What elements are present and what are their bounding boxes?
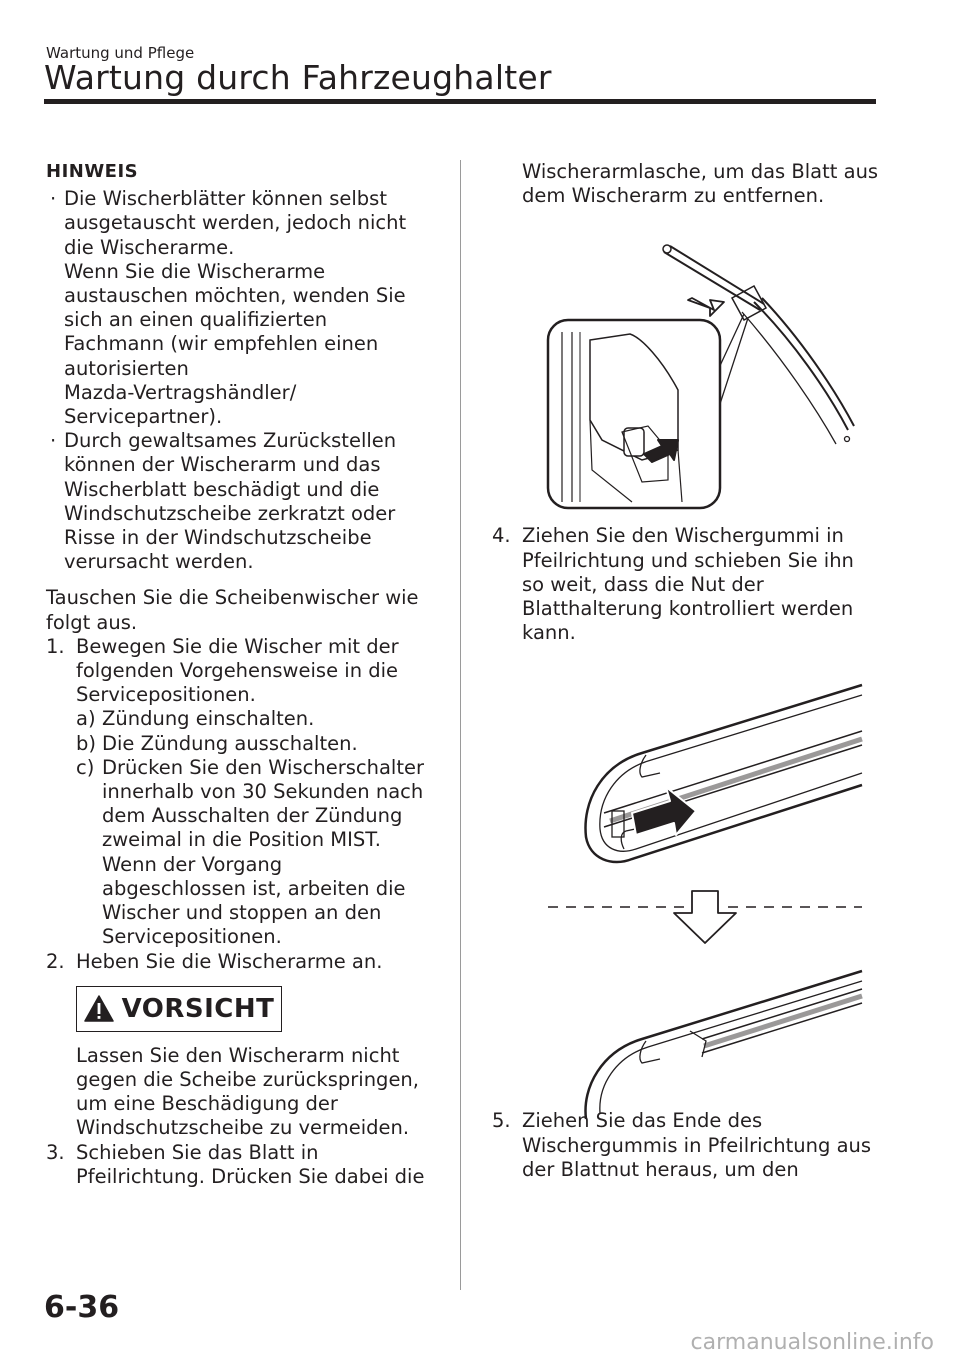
warning-icon [84, 995, 114, 1022]
step-number: 5. [492, 1109, 511, 1133]
left-column [46, 160, 446, 1189]
note-line: verursacht werden. [64, 550, 254, 574]
step-line: dem Wischerarm zu entfernen. [522, 184, 825, 208]
intro-line: Tauschen Sie die Scheibenwischer wie [46, 586, 419, 610]
step-3 [46, 1141, 446, 1189]
substep-c [76, 756, 446, 950]
note-bullet-2 [46, 429, 446, 574]
substep-label: a) [76, 707, 96, 731]
substep-line: dem Ausschalten der Zündung [102, 804, 403, 828]
step-number: 2. [46, 949, 65, 973]
substep-label: c) [76, 755, 95, 779]
page-number: 6-36 [44, 1290, 120, 1325]
step-line: Wischerarmlasche, um das Blatt aus [522, 160, 879, 183]
step-line: Servicepositionen. [76, 683, 256, 707]
note-line: Mazda-Vertragshändler/ [64, 380, 297, 404]
caution-box [76, 986, 282, 1032]
note-line: Wenn Sie die Wischerarme [64, 259, 326, 283]
step-line: Ziehen Sie den Wischergummi in [522, 524, 844, 548]
substep-line: Die Zündung ausschalten. [102, 731, 358, 755]
step-1 [46, 635, 446, 708]
note-bullet-1 [46, 187, 446, 429]
step-line: so weit, dass die Nut der [522, 572, 764, 596]
note-line: Windschutzscheibe zerkratzt oder [64, 501, 396, 525]
step-line: Schieben Sie das Blatt in [76, 1140, 319, 1164]
substep-line: zweimal in die Position MIST. [102, 828, 381, 852]
substep-a [76, 707, 446, 731]
note-line: die Wischerarme. [64, 235, 235, 259]
note-line: austauschen möchten, wenden Sie [64, 284, 406, 308]
intro-text [46, 586, 446, 634]
substep-line: Drücken Sie den Wischerschalter [102, 755, 424, 779]
wiper-rubber-figure [492, 661, 872, 1121]
step-line: Pfeilrichtung. Drücken Sie dabei die [76, 1164, 425, 1188]
substep-line: Zündung einschalten. [102, 707, 315, 731]
step-3-continued [522, 160, 892, 208]
caution-line: um eine Beschädigung der [76, 1092, 338, 1116]
step-line: Blatthalterung kontrolliert werden [522, 597, 854, 621]
caution-label: VORSICHT [121, 993, 275, 1024]
section-label: Wartung und Pflege [46, 44, 195, 62]
note-line: Servicepartner). [64, 405, 223, 429]
column-divider [460, 160, 461, 1290]
step-line: der Blattnut heraus, um den [522, 1157, 799, 1181]
substep-line: Wischer und stoppen an den [102, 901, 382, 925]
caution-line: gegen die Scheibe zurückspringen, [76, 1067, 419, 1091]
step-line: kann. [522, 621, 576, 645]
page-title: Wartung durch Fahrzeughalter [44, 58, 552, 97]
step-number: 1. [46, 634, 65, 658]
substep-line: abgeschlossen ist, arbeiten die [102, 876, 406, 900]
caution-line: Lassen Sie den Wischerarm nicht [76, 1043, 400, 1067]
note-line: · Durch gewaltsames Zurückstellen [64, 429, 397, 453]
note-line: Fachmann (wir empfehlen einen [64, 332, 379, 356]
watermark: carmanualsonline.info [690, 1330, 934, 1355]
step-4 [492, 524, 892, 645]
note-line: Wischerblatt beschädigt und die [64, 477, 380, 501]
note-line: sich an einen qualifizierten [64, 308, 328, 332]
step-line: folgenden Vorgehensweise in die [76, 659, 399, 683]
step-line: Ziehen Sie das Ende des [522, 1109, 763, 1133]
right-column [492, 160, 892, 1182]
step-line: Wischergummis in Pfeilrichtung aus [522, 1133, 872, 1157]
caution-line: Windschutzscheibe zu vermeiden. [76, 1116, 410, 1140]
note-line: autorisierten [64, 356, 189, 380]
step-5 [492, 1109, 892, 1182]
note-line: Risse in der Windschutzscheibe [64, 526, 372, 550]
substep-b [76, 732, 446, 756]
substep-line: Wenn der Vorgang [102, 852, 283, 876]
step-2 [46, 950, 446, 974]
wiper-arm-tab-figure [492, 220, 872, 510]
step-line: Heben Sie die Wischerarme an. [76, 949, 383, 973]
note-line: ausgetauscht werden, jedoch nicht [64, 211, 407, 235]
substep-label: b) [76, 731, 96, 755]
note-line: können der Wischerarm und das [64, 453, 381, 477]
caution-text [76, 1044, 446, 1141]
header-rule [44, 99, 876, 104]
intro-line: folgt aus. [46, 610, 138, 634]
step-line: Pfeilrichtung und schieben Sie ihn [522, 548, 854, 572]
substep-line: innerhalb von 30 Sekunden nach [102, 780, 424, 804]
step-number: 3. [46, 1140, 65, 1164]
note-title: HINWEIS [46, 161, 139, 182]
note-line: · Die Wischerblätter können selbst [64, 187, 387, 211]
substep-line: Servicepositionen. [102, 925, 282, 949]
step-number: 4. [492, 524, 511, 548]
step-line: Bewegen Sie die Wischer mit der [76, 634, 399, 658]
